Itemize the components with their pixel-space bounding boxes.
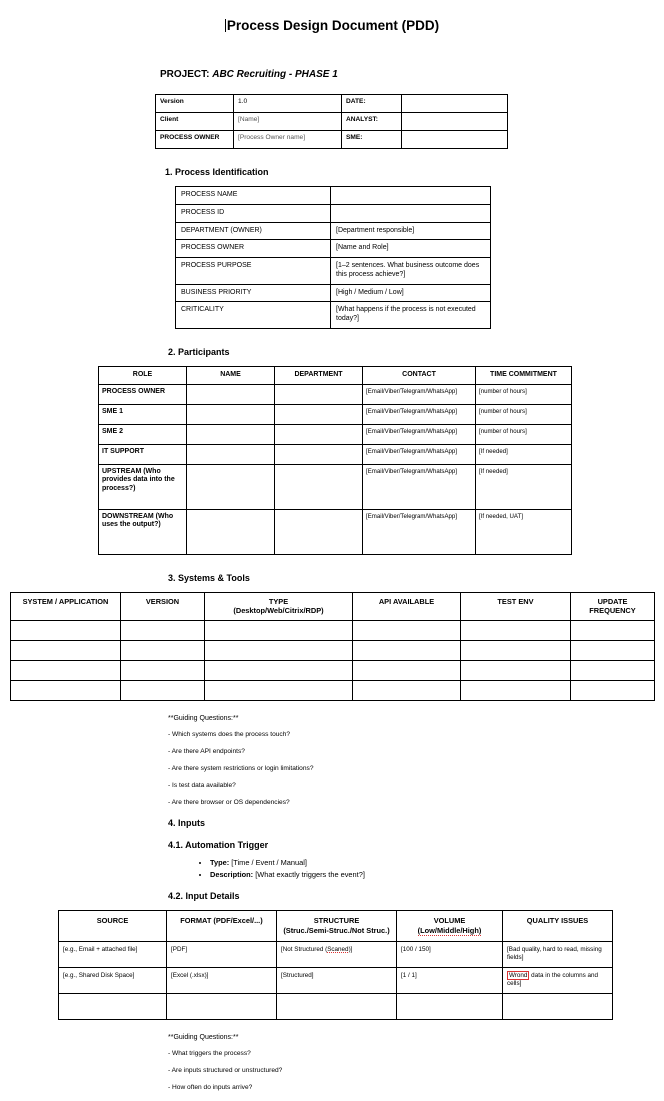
- guiding-questions-inputs: [0, 1034, 664, 1091]
- trigger-description-value: [What exactly triggers the event?]: [255, 869, 365, 879]
- input-format[interactable]: [Excel (.xlsx)]: [167, 967, 277, 993]
- systems-cell[interactable]: [571, 640, 655, 660]
- participant-time[interactable]: [If needed, UAT]: [476, 509, 572, 554]
- input-source[interactable]: [e.g., Shared Disk Space]: [59, 967, 167, 993]
- project-label: PROJECT:: [160, 69, 210, 80]
- meta-owner-label: PROCESS OWNER: [156, 131, 234, 149]
- pid-value[interactable]: [What happens if the process is not executed today?]: [331, 302, 491, 329]
- input-volume[interactable]: [100 / 150]: [397, 941, 503, 967]
- participant-contact[interactable]: [Email/Viber/Telegram/WhatsApp]: [363, 509, 476, 554]
- input-quality-post: data in the columns and cells]: [507, 971, 599, 987]
- participant-contact[interactable]: [Email/Viber/Telegram/WhatsApp]: [363, 464, 476, 509]
- pid-key: PROCESS NAME: [176, 187, 331, 205]
- participant-role: DOWNSTREAM (Who uses the output?): [99, 509, 187, 554]
- table-row: [176, 204, 491, 222]
- table-header-row: [99, 366, 572, 384]
- systems-cell[interactable]: [205, 660, 353, 680]
- input-structure-misspelling: Scaned: [327, 945, 349, 953]
- systems-cell[interactable]: [353, 640, 461, 660]
- guiding-question: - How often do inputs arrive?: [168, 1083, 253, 1091]
- input-format[interactable]: [PDF]: [167, 941, 277, 967]
- participant-name[interactable]: [187, 424, 275, 444]
- systems-cell[interactable]: [121, 640, 205, 660]
- table-row: [99, 509, 572, 554]
- pid-key: PROCESS ID: [176, 204, 331, 222]
- systems-cell[interactable]: [353, 620, 461, 640]
- guiding-question: - Are there browser or OS dependencies?: [168, 798, 290, 806]
- table-row: [99, 384, 572, 404]
- systems-cell[interactable]: [205, 680, 353, 700]
- systems-cell[interactable]: [121, 660, 205, 680]
- systems-cell[interactable]: [571, 620, 655, 640]
- table-row: [176, 222, 491, 240]
- meta-version-label: Version: [156, 95, 234, 113]
- input-source[interactable]: [59, 993, 167, 1019]
- participant-contact[interactable]: [Email/Viber/Telegram/WhatsApp]: [363, 384, 476, 404]
- participant-role: SME 2: [99, 424, 187, 444]
- systems-header-api: API AVAILABLE: [353, 592, 461, 620]
- table-row: [156, 113, 508, 131]
- systems-cell[interactable]: [11, 640, 121, 660]
- meta-owner-value[interactable]: [Process Owner name]: [234, 131, 342, 149]
- table-row: [99, 464, 572, 509]
- meta-sme-value[interactable]: [402, 131, 508, 149]
- systems-header-version: VERSION: [121, 592, 205, 620]
- participant-role: UPSTREAM (Who provides data into the process?): [99, 464, 187, 509]
- input-structure[interactable]: [277, 941, 397, 967]
- participants-header-contact: CONTACT: [363, 366, 476, 384]
- participant-department[interactable]: [275, 384, 363, 404]
- systems-cell[interactable]: [461, 620, 571, 640]
- guiding-questions-title: **Guiding Questions:**: [168, 714, 239, 722]
- participant-role: SME 1: [99, 404, 187, 424]
- guiding-question: - Are there API endpoints?: [168, 747, 245, 755]
- systems-header-type-line2: (Desktop/Web/Citrix/RDP): [233, 606, 324, 616]
- participant-time[interactable]: [number of hours]: [476, 424, 572, 444]
- project-line: [0, 69, 664, 80]
- systems-cell[interactable]: [11, 660, 121, 680]
- list-item: [210, 870, 664, 879]
- guiding-questions-systems: [0, 715, 664, 806]
- table-row: [59, 993, 613, 1019]
- table-row: [11, 680, 655, 700]
- meta-analyst-value[interactable]: [402, 113, 508, 131]
- input-volume[interactable]: [1 / 1]: [397, 967, 503, 993]
- automation-trigger-list: [0, 858, 664, 879]
- participant-department[interactable]: [275, 424, 363, 444]
- systems-header-test-env: TEST ENV: [461, 592, 571, 620]
- input-details-table: [58, 910, 613, 1020]
- guiding-questions-title: **Guiding Questions:**: [168, 1033, 239, 1041]
- trigger-type-label: Type:: [210, 857, 230, 867]
- input-quality[interactable]: [503, 967, 613, 993]
- meta-version-value[interactable]: 1.0: [234, 95, 342, 113]
- input-header-quality: QUALITY ISSUES: [503, 910, 613, 941]
- systems-table: [10, 592, 655, 701]
- guiding-question: - Are inputs structured or unstructured?: [168, 1066, 283, 1074]
- meta-sme-label: SME:: [342, 131, 402, 149]
- participant-time[interactable]: [If needed]: [476, 444, 572, 464]
- participant-time[interactable]: [If needed]: [476, 464, 572, 509]
- systems-cell[interactable]: [205, 620, 353, 640]
- meta-client-label: Client: [156, 113, 234, 131]
- guiding-question: - What triggers the process?: [168, 1049, 251, 1057]
- systems-header-type-line1: TYPE: [268, 596, 289, 606]
- trigger-description-label: Description:: [210, 869, 254, 879]
- table-row: [156, 131, 508, 149]
- systems-cell[interactable]: [121, 620, 205, 640]
- systems-cell[interactable]: [121, 680, 205, 700]
- pid-value[interactable]: [1–2 sentences. What business outcome does this process achieve?]: [331, 258, 491, 285]
- table-row: [11, 640, 655, 660]
- table-row: [176, 240, 491, 258]
- participant-name[interactable]: [187, 444, 275, 464]
- table-header-row: [11, 592, 655, 620]
- section-heading-participants: 2. Participants: [168, 346, 230, 357]
- input-header-structure: [277, 910, 397, 941]
- meta-client-value[interactable]: [Name]: [234, 113, 342, 131]
- table-row: [176, 302, 491, 329]
- page-title-text: Process Design Document (PDD): [226, 18, 440, 33]
- pid-value[interactable]: [Department responsible]: [331, 222, 491, 240]
- meta-date-value[interactable]: [402, 95, 508, 113]
- input-structure-post: )]: [348, 945, 353, 953]
- table-header-row: [59, 910, 613, 941]
- participant-name[interactable]: [187, 384, 275, 404]
- participants-table: [98, 366, 572, 555]
- participant-name[interactable]: [187, 464, 275, 509]
- input-structure[interactable]: [Structured]: [277, 967, 397, 993]
- systems-cell[interactable]: [353, 680, 461, 700]
- pid-key: CRITICALITY: [176, 302, 331, 329]
- project-name: ABC Recruiting - PHASE 1: [212, 69, 338, 80]
- input-header-volume: [397, 910, 503, 941]
- input-header-format: FORMAT (PDF/Excel/...): [167, 910, 277, 941]
- participant-role: PROCESS OWNER: [99, 384, 187, 404]
- input-header-source: SOURCE: [59, 910, 167, 941]
- table-row: [99, 444, 572, 464]
- systems-cell[interactable]: [571, 680, 655, 700]
- pid-key: PROCESS PURPOSE: [176, 258, 331, 285]
- participant-role: IT SUPPORT: [99, 444, 187, 464]
- list-item: [210, 858, 664, 867]
- input-header-volume-line1: VOLUME: [433, 915, 466, 925]
- document-page: [0, 10, 664, 1091]
- input-header-structure-line2: (Struc./Semi-Struc./Not Struc.): [283, 925, 390, 935]
- input-structure[interactable]: [277, 993, 397, 1019]
- participant-department[interactable]: [275, 464, 363, 509]
- guiding-question: - Which systems does the process touch?: [168, 730, 291, 738]
- table-row: [99, 404, 572, 424]
- systems-cell[interactable]: [353, 660, 461, 680]
- pid-key: DEPARTMENT (OWNER): [176, 222, 331, 240]
- participants-header-name: NAME: [187, 366, 275, 384]
- pid-value[interactable]: [331, 204, 491, 222]
- section-heading-input-details: 4.2. Input Details: [168, 890, 240, 901]
- table-row: [176, 258, 491, 285]
- input-volume[interactable]: [397, 993, 503, 1019]
- input-quality[interactable]: [503, 993, 613, 1019]
- meta-date-label: DATE:: [342, 95, 402, 113]
- participant-time[interactable]: [number of hours]: [476, 384, 572, 404]
- section-heading-systems: 3. Systems & Tools: [168, 572, 250, 583]
- participant-contact[interactable]: [Email/Viber/Telegram/WhatsApp]: [363, 404, 476, 424]
- guiding-question: - Is test data available?: [168, 781, 236, 789]
- table-row: [99, 424, 572, 444]
- table-row: [59, 967, 613, 993]
- participant-time[interactable]: [number of hours]: [476, 404, 572, 424]
- input-header-structure-line1: STRUCTURE: [313, 915, 360, 925]
- input-quality-misspelling: Wrond: [509, 971, 528, 979]
- systems-cell[interactable]: [11, 680, 121, 700]
- section-heading-automation-trigger: 4.1. Automation Trigger: [168, 839, 269, 850]
- systems-header-type: [205, 592, 353, 620]
- section-heading-process-identification: 1. Process Identification: [165, 167, 269, 177]
- table-row: [11, 620, 655, 640]
- input-structure-pre: [Not Structured (: [281, 945, 328, 953]
- page-title: [0, 10, 664, 33]
- participant-contact[interactable]: [Email/Viber/Telegram/WhatsApp]: [363, 444, 476, 464]
- input-quality[interactable]: [Bad quality, hard to read, missing fields]: [503, 941, 613, 967]
- text-cursor: [225, 19, 226, 32]
- table-row: [176, 284, 491, 302]
- pid-value[interactable]: [Name and Role]: [331, 240, 491, 258]
- table-row: [176, 187, 491, 205]
- pid-value[interactable]: [High / Medium / Low]: [331, 284, 491, 302]
- systems-header-application: SYSTEM / APPLICATION: [11, 592, 121, 620]
- systems-cell[interactable]: [205, 640, 353, 660]
- table-row: [59, 941, 613, 967]
- table-row: [11, 660, 655, 680]
- table-row: [156, 95, 508, 113]
- participants-header-department: DEPARTMENT: [275, 366, 363, 384]
- input-format[interactable]: [167, 993, 277, 1019]
- section-heading-inputs: 4. Inputs: [168, 817, 206, 828]
- systems-cell[interactable]: [461, 640, 571, 660]
- meta-analyst-label: ANALYST:: [342, 113, 402, 131]
- systems-cell[interactable]: [461, 660, 571, 680]
- trigger-type-value: [Time / Event / Manual]: [231, 857, 307, 867]
- participant-name[interactable]: [187, 509, 275, 554]
- participant-department[interactable]: [275, 404, 363, 424]
- systems-cell[interactable]: [11, 620, 121, 640]
- systems-cell[interactable]: [461, 680, 571, 700]
- systems-header-update-frequency: UPDATE FREQUENCY: [571, 592, 655, 620]
- guiding-question: - Are there system restrictions or login limitations?: [168, 764, 314, 772]
- participants-header-time: TIME COMMITMENT: [476, 366, 572, 384]
- input-source[interactable]: [e.g., Email + attached file]: [59, 941, 167, 967]
- meta-table: [155, 94, 508, 149]
- pid-key: BUSINESS PRIORITY: [176, 284, 331, 302]
- pid-value[interactable]: [331, 187, 491, 205]
- pid-key: PROCESS OWNER: [176, 240, 331, 258]
- process-identification-table: [175, 186, 491, 329]
- participant-department[interactable]: [275, 444, 363, 464]
- participant-contact[interactable]: [Email/Viber/Telegram/WhatsApp]: [363, 424, 476, 444]
- participant-name[interactable]: [187, 404, 275, 424]
- participant-department[interactable]: [275, 509, 363, 554]
- input-header-volume-line2: (Low/Middle/High): [417, 925, 482, 935]
- systems-cell[interactable]: [571, 660, 655, 680]
- participants-header-role: ROLE: [99, 366, 187, 384]
